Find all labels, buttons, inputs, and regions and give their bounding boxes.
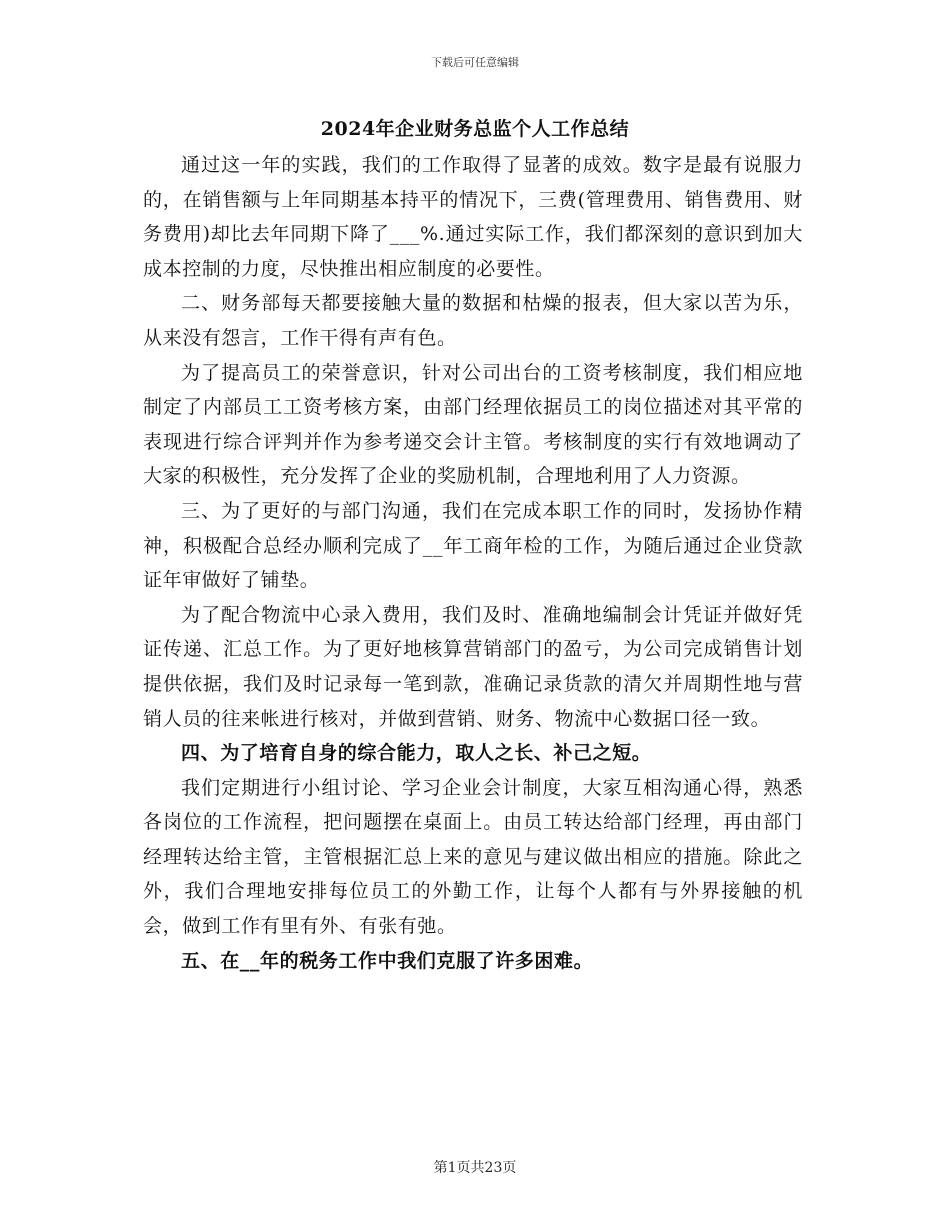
paragraph-section-two: 二、财务部每天都要接触大量的数据和枯燥的报表，但大家以苦为乐，从来没有怨言，工作干得有声有色。 [143,292,803,349]
paragraph-salary-assessment: 为了提高员工的荣誉意识，针对公司出台的工资考核制度，我们相应地制定了内部员工工资考核方案，由部门经理依据员工的岗位描述对其平常的表现进行综合评判并作为参考递交会计主管。考核制度的实行有效地调动了大家的积极性，充分发挥了企业的奖励机制，合理地利用了人力资源。 [143,361,803,488]
heading-section-four: 四、为了培育自身的综合能力，取人之长、补己之短。 [181,742,652,765]
document-title: 2024年企业财务总监个人工作总结 [320,118,630,140]
paragraph-logistics: 为了配合物流中心录入费用，我们及时、准确地编制会计凭证并做好凭证传递、汇总工作。为了更好地核算营销部门的盈亏，为公司完成销售计划提供依据，我们及时记录每一笔到款，准确记录货款的清欠并周期性地与营销人员的往来帐进行核对，并做到营销、财务、物流中心数据口径一致。 [143,603,803,730]
paragraph-section-three: 三、为了更好的与部门沟通，我们在完成本职工作的同时，发扬协作精神，积极配合总经办顺利完成了__年工商年检的工作，为随后通过企业贷款证年审做好了铺垫。 [143,499,803,592]
header-note: 下载后可任意编辑 [431,56,519,69]
heading-section-five: 五、在__年的税务工作中我们克服了许多困难。 [181,949,594,972]
document-body [143,148,803,978]
paragraph-group-study: 我们定期进行小组讨论、学习企业会计制度，大家互相沟通心得，熟悉各岗位的工作流程，把问题摆在桌面上。由员工转达给部门经理，再由部门经理转达给主管，主管根据汇总上来的意见与建议做出相应的措施。除此之外，我们合理地安排每位员工的外勤工作，让每个人都有与外界接触的机会，做到工作有里有外、有张有弛。 [143,776,803,938]
page-footer: 第1页共23页 [433,1160,517,1176]
paragraph-results: 通过这一年的实践，我们的工作取得了显著的成效。数字是最有说服力的，在销售额与上年同期基本持平的情况下，三费(管理费用、销售费用、财务费用)却比去年同期下降了___%.通过实际工作，我们都深刻的意识到加大成本控制的力度，尽快推出相应制度的必要性。 [143,154,803,280]
